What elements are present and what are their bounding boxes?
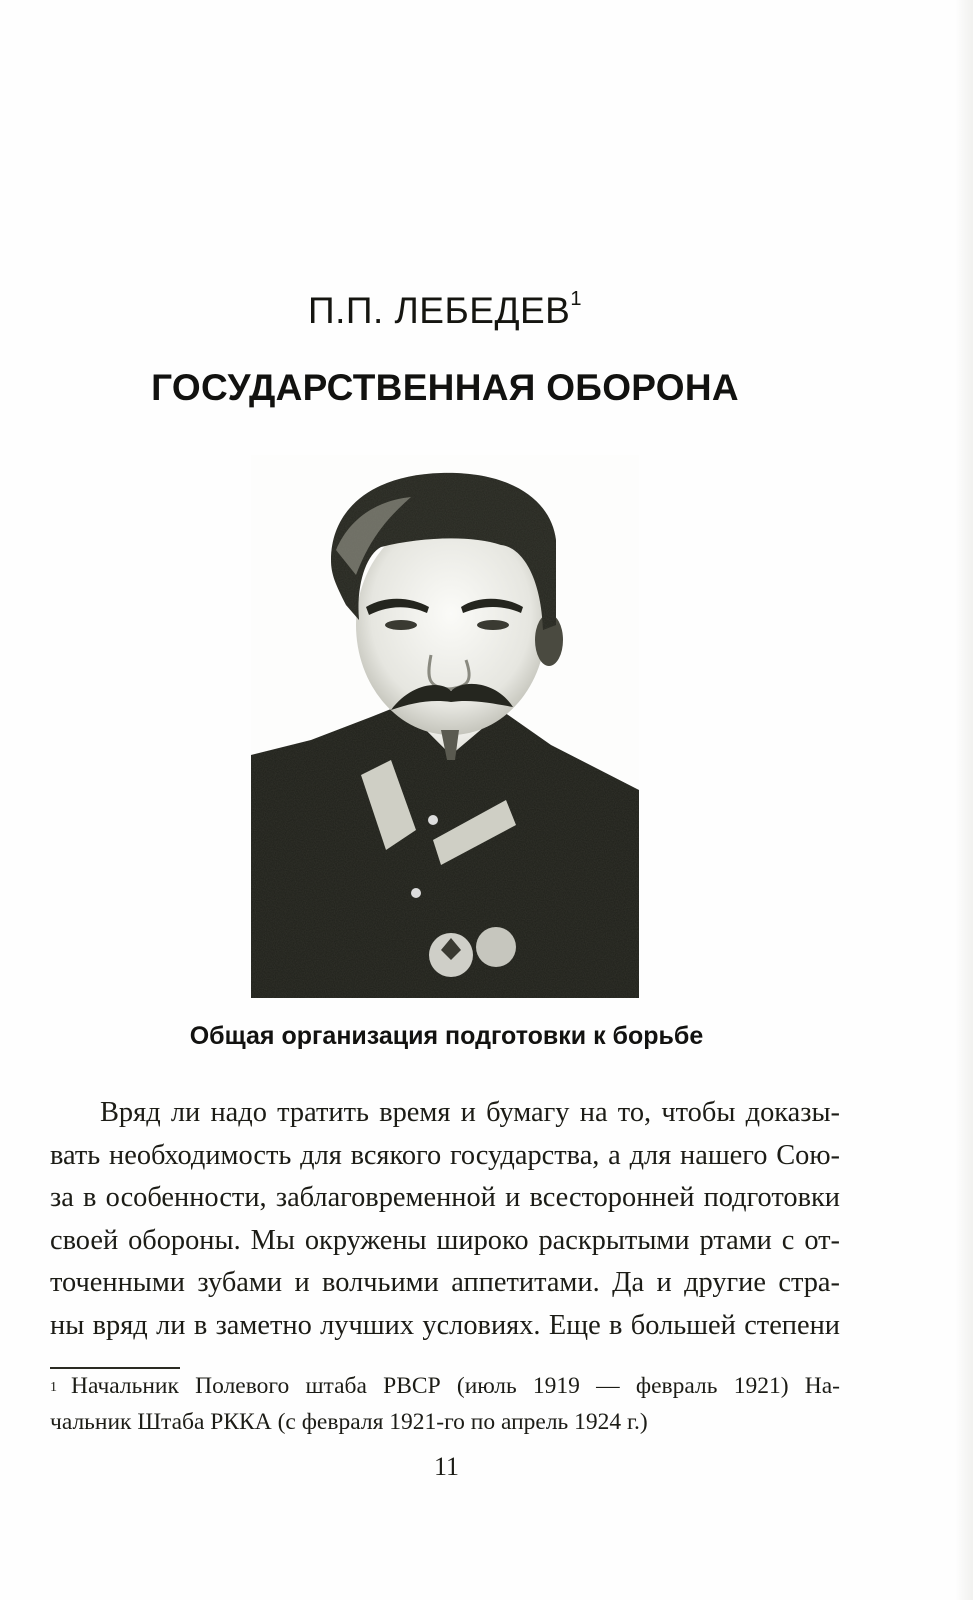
footnote-reference: 1	[570, 288, 582, 310]
footnote-marker: 1	[50, 1380, 57, 1395]
body-line: вать необходимость для всякого государства, а для нашего Сою-	[50, 1139, 840, 1171]
body-line: за в особенности, заблаговременной и всесторонней подготовки	[50, 1182, 840, 1213]
body-line: Вряд ли надо тратить время и бумагу на то, чтобы доказы-	[100, 1097, 840, 1128]
page-edge-shadow	[955, 0, 973, 1600]
footnote-line-text: Начальник Полевого штаба РВСР (июль 1919 — февраль 1921) На-	[71, 1373, 840, 1399]
portrait-photo	[251, 455, 639, 998]
chapter-title: ГОСУДАРСТВЕННАЯ ОБОРОНА	[151, 367, 739, 408]
author-name-text: П.П. ЛЕБЕДЕВ	[308, 290, 571, 331]
body-line: ны вряд ли в заметно лучших условиях. Еще в большей степени	[50, 1309, 840, 1341]
footnote-line	[50, 1368, 840, 1404]
portrait-illustration	[251, 455, 639, 998]
footnote	[50, 1368, 840, 1440]
body-paragraph	[50, 1092, 840, 1347]
author-name	[0, 290, 890, 332]
body-line: точенными зубами и волчьими аппетитами. Да и другие стра-	[50, 1267, 840, 1298]
footnote-line: чальник Штаба РККА (с февраля 1921-го по апрель 1924 г.)	[50, 1409, 648, 1435]
body-line: своей обороны. Мы окружены широко раскрытыми ртами с от-	[50, 1224, 840, 1256]
page-number: 11	[433, 1452, 460, 1481]
section-subtitle: Общая организация подготовки к борьбе	[189, 1022, 704, 1050]
